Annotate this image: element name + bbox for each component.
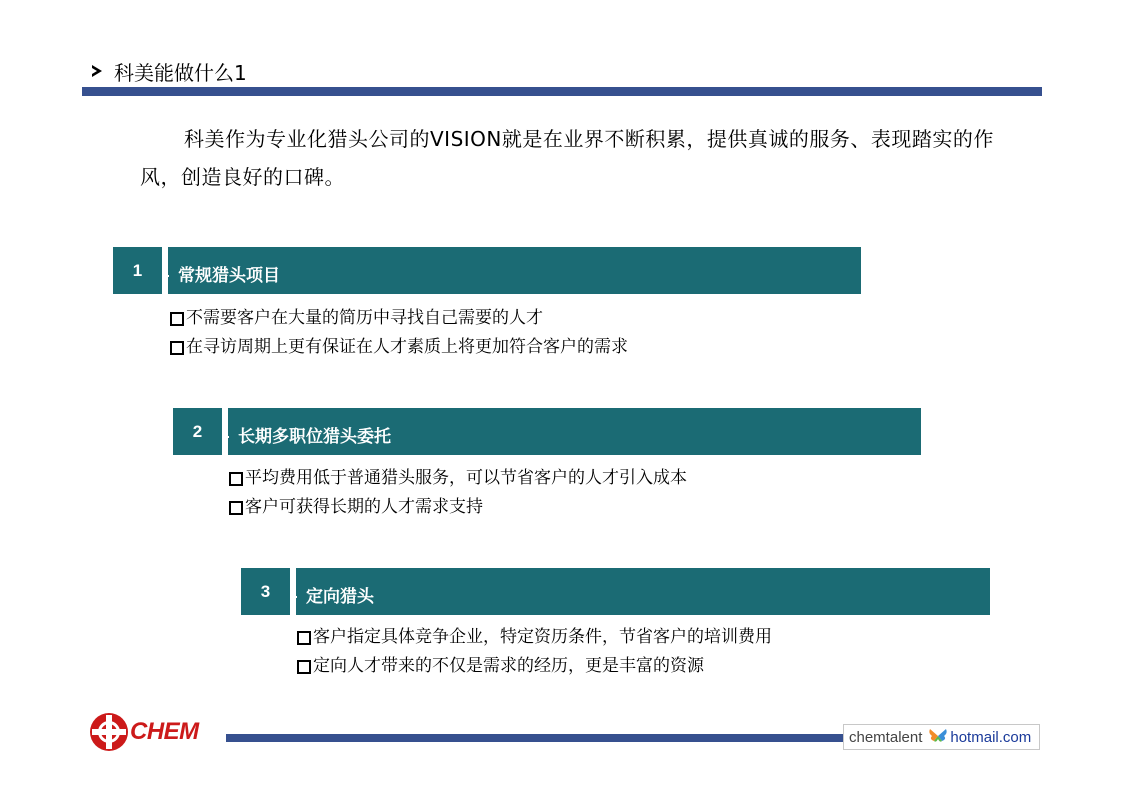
section-title: 定向猎头 (296, 568, 990, 615)
section-2-header (173, 408, 921, 455)
chem-logo (90, 711, 199, 753)
intro-paragraph: 科美作为专业化猎头公司的VISION就是在业界不断积累，提供真诚的服务、表现踏实的作风，创造良好的口碑。 (140, 127, 994, 189)
checkbox-bullet-icon (170, 341, 184, 355)
checkbox-bullet-icon (170, 312, 184, 326)
list-item: 在寻访周期上更有保证在人才素质上将更加符合客户的需求 (170, 333, 628, 362)
arrow-bullet-icon (92, 65, 102, 77)
section-number: 1 (113, 247, 162, 294)
list-item: 不需要客户在大量的简历中寻找自己需要的人才 (170, 304, 628, 333)
email-domain: hotmail.com (950, 728, 1032, 746)
section-number: 2 (173, 408, 222, 455)
section-number: 3 (241, 568, 290, 615)
logo-wordmark: CHEM (130, 718, 199, 745)
list-item: 客户可获得长期的人才需求支持 (229, 493, 687, 522)
page-title: 科美能做什么1 (114, 60, 247, 85)
section-2-bullets (229, 464, 687, 522)
section-3-header (241, 568, 990, 615)
section-1-bullets (170, 304, 628, 362)
page-title-row (92, 56, 247, 86)
section-title: 长期多职位猎头委托 (228, 408, 921, 455)
header-divider (82, 87, 1042, 96)
checkbox-bullet-icon (229, 501, 243, 515)
section-3-bullets (297, 623, 772, 681)
section-title: 常规猎头项目 (168, 247, 861, 294)
butterfly-icon (928, 727, 948, 747)
list-item: 客户指定具体竞争企业，特定资历条件，节省客户的培训费用 (297, 623, 772, 652)
section-1-header (113, 247, 861, 294)
contact-email[interactable] (843, 724, 1040, 750)
checkbox-bullet-icon (297, 631, 311, 645)
email-user: chemtalent (849, 728, 923, 746)
checkbox-bullet-icon (229, 472, 243, 486)
footer-divider (226, 734, 843, 742)
list-item: 定向人才带来的不仅是需求的经历，更是丰富的资源 (297, 652, 772, 681)
checkbox-bullet-icon (297, 660, 311, 674)
chem-logo-icon (90, 713, 128, 751)
list-item: 平均费用低于普通猎头服务，可以节省客户的人才引入成本 (229, 464, 687, 493)
